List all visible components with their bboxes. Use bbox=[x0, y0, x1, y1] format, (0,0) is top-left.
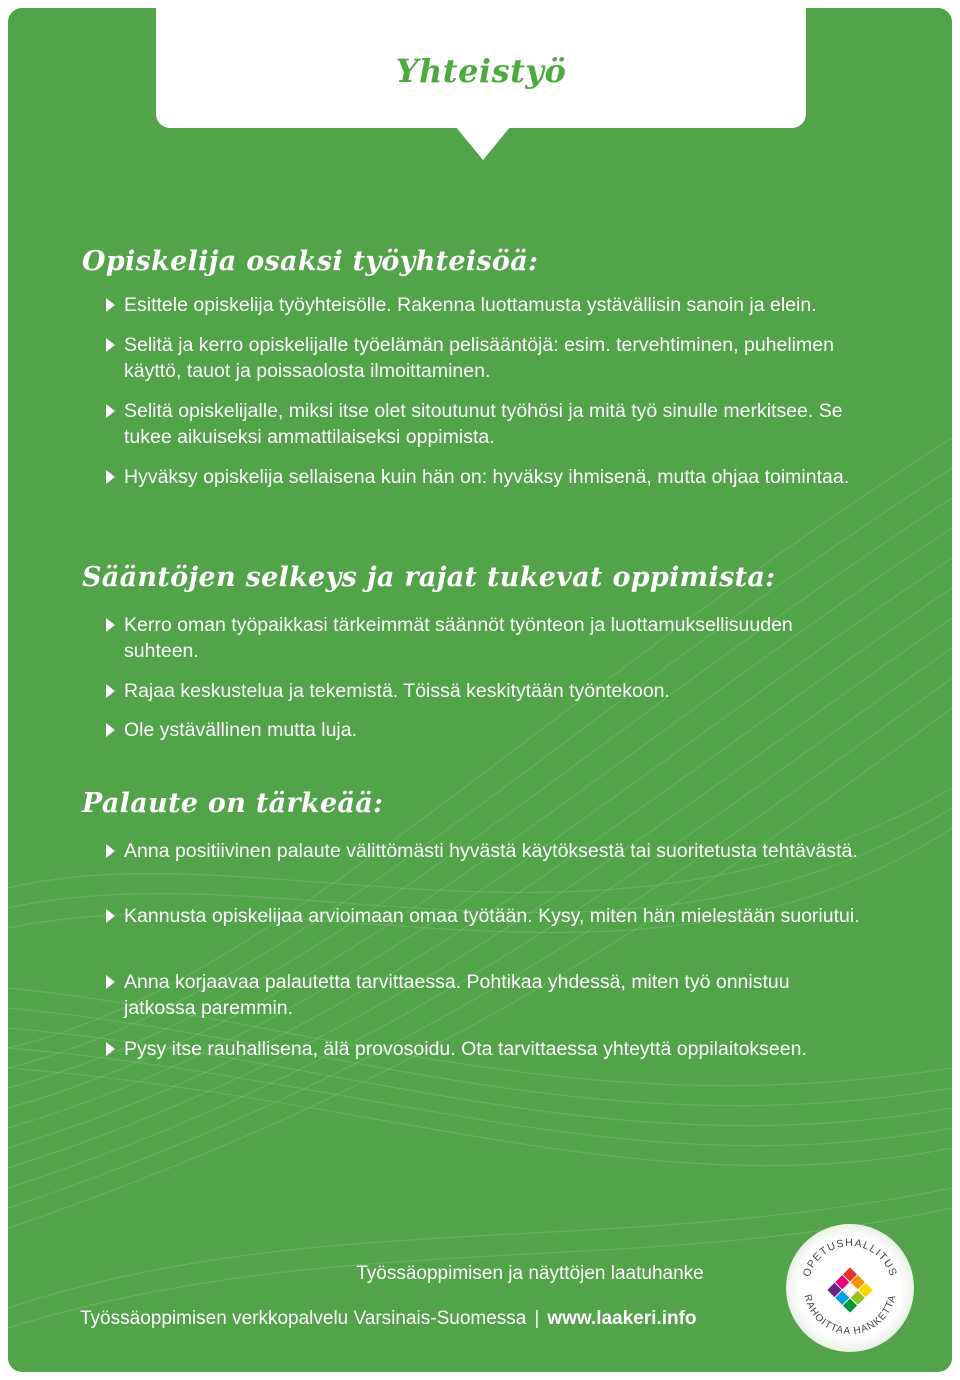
footer-service-line bbox=[80, 1308, 697, 1330]
section-heading-opiskelija: Opiskelija osaksi työyhteisöä: bbox=[82, 246, 539, 277]
section-heading-palaute: Palaute on tärkeää: bbox=[82, 788, 384, 819]
list-item: Kerro oman työpaikkasi tärkeimmät säännöt työnteon ja luottamuksellisuuden suhteen. bbox=[106, 612, 866, 664]
bullet-arrow-icon bbox=[106, 684, 115, 698]
poster-card bbox=[8, 8, 952, 1372]
bullet-arrow-icon bbox=[106, 1042, 115, 1056]
section-heading-saannot: Sääntöjen selkeys ja rajat tukevat oppimista: bbox=[82, 562, 776, 593]
badge-text-top: OPETUSHALLITUS bbox=[800, 1236, 900, 1279]
bullet-arrow-icon bbox=[106, 975, 115, 989]
bullet-arrow-icon bbox=[106, 404, 115, 418]
list-item: Hyväksy opiskelija sellaisena kuin hän on: hyväksy ihmisenä, mutta ohjaa toimintaa. bbox=[106, 464, 866, 490]
list-item: Anna korjaavaa palautetta tarvittaessa. Pohtikaa yhdessä, miten työ onnistuu jatkossa paremmin. bbox=[106, 969, 866, 1021]
list-item: Rajaa keskustelua ja tekemistä. Töissä keskitytään työntekoon. bbox=[106, 678, 866, 704]
list-item: Anna positiivinen palaute välittömästi hyvästä käytöksestä tai suoritetusta tehtävästä. bbox=[106, 838, 866, 864]
bullet-arrow-icon bbox=[106, 723, 115, 737]
bullet-arrow-icon bbox=[106, 844, 115, 858]
footer-separator: | bbox=[534, 1308, 540, 1329]
list-item: Kannusta opiskelijaa arvioimaan omaa työtään. Kysy, miten hän mielestään suoriutui. bbox=[106, 903, 866, 929]
list-item: Selitä opiskelijalle, miksi itse olet sitoutunut työhösi ja mitä työ sinulle merkitsee. Se tukee aikuiseksi ammattilaiseksi oppimista. bbox=[106, 398, 866, 450]
list-item: Selitä ja kerro opiskelijalle työelämän pelisääntöjä: esim. tervehtiminen, puhelimen käyttö, tauot ja poissaolosta ilmoittaminen. bbox=[106, 332, 866, 384]
bullet-arrow-icon bbox=[106, 470, 115, 484]
list-item: Pysy itse rauhallisena, älä provosoidu. Ota tarvittaessa yhteyttä oppilaitokseen. bbox=[106, 1036, 866, 1062]
bullet-arrow-icon bbox=[106, 338, 115, 352]
list-item: Esittele opiskelija työyhteisölle. Rakenna luottamusta ystävällisin sanoin ja elein. bbox=[106, 292, 866, 318]
opetushallitus-badge bbox=[784, 1222, 916, 1354]
bullet-arrow-icon bbox=[106, 618, 115, 632]
footer-url-link[interactable]: www.laakeri.info bbox=[547, 1308, 697, 1329]
bullet-arrow-icon bbox=[106, 298, 115, 312]
page-title: Yhteistyö bbox=[395, 52, 567, 90]
bullet-arrow-icon bbox=[106, 909, 115, 923]
list-item: Ole ystävällinen mutta luja. bbox=[106, 717, 866, 743]
badge-text-bottom: RAHOITTAA HANKETTA bbox=[801, 1293, 899, 1338]
footer-service: Työssäoppimisen verkkopalvelu Varsinais-Suomessa bbox=[80, 1308, 527, 1329]
footer-project: Työssäoppimisen ja näyttöjen laatuhanke bbox=[356, 1263, 704, 1284]
title-tab-pointer bbox=[455, 126, 511, 160]
